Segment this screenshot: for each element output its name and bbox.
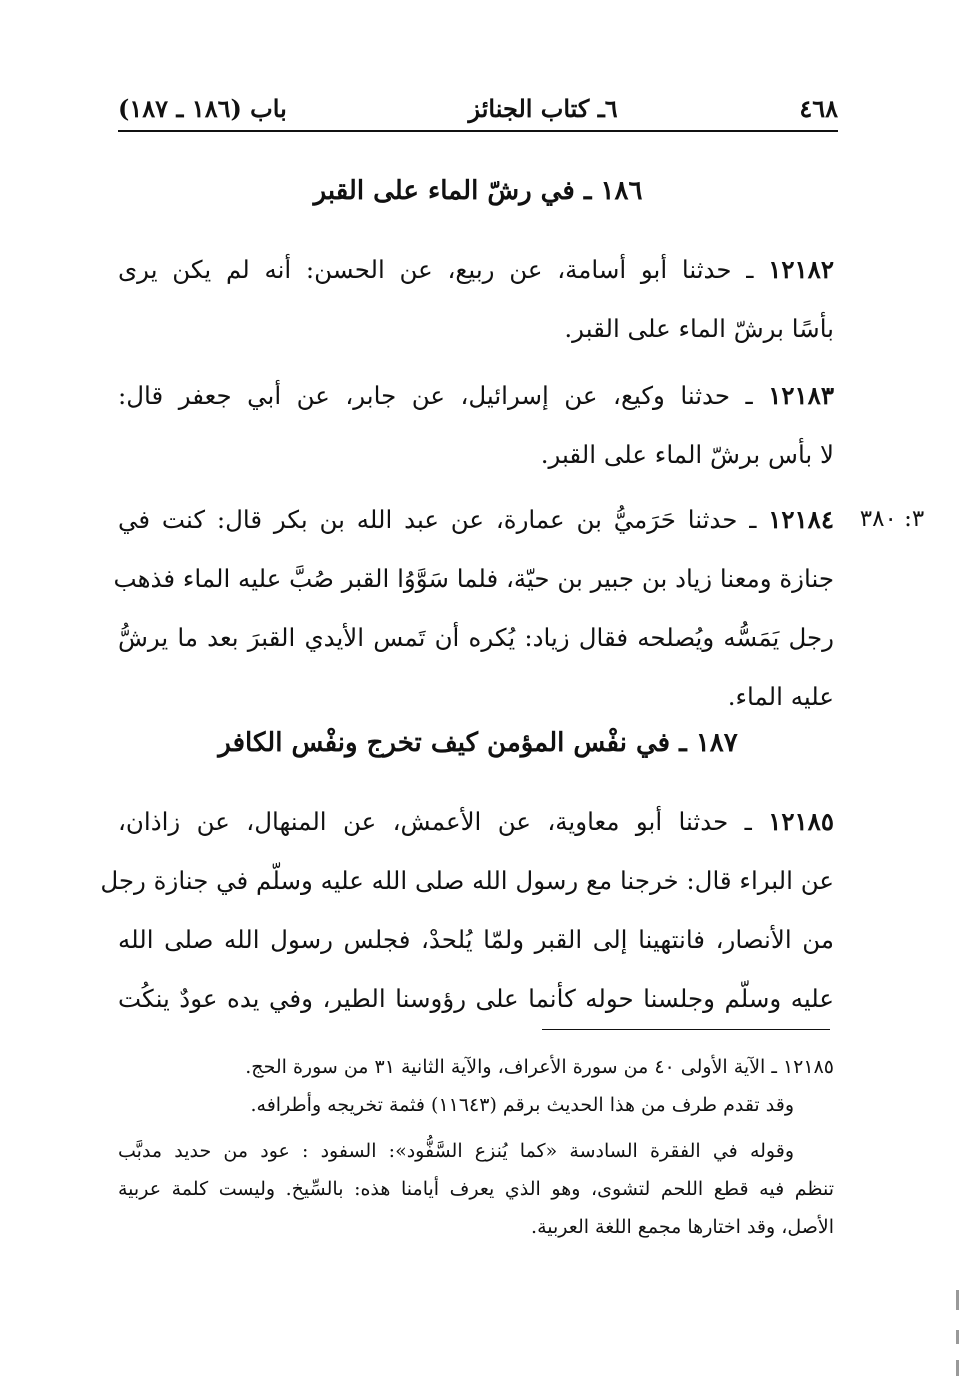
hadith-12184 — [113, 490, 834, 726]
footnote-line: تنظم فيه قطع اللحم لتشوى، وهو الذي يعرف أيامنا هذه: بالسِّيخ. وليست كلمة عربية — [118, 1178, 834, 1200]
section-title-187: ١٨٧ ـ في نفْس المؤمن كيف تخرج ونفْس الكافر — [218, 728, 738, 758]
hadith-line: ـ حدثنا وكيع، عن إسرائيل، عن جابر، عن أبي جعفر قال: — [118, 381, 753, 410]
hadith-line: بأسًا برشّ الماء على القبر. — [564, 314, 834, 343]
hadith-line: جنازة ومعنا زياد بن جبير بن حيّة، فلما سَوَّوُا القبر صُبَّ عليه الماء فذهب — [113, 564, 834, 593]
hadith-number: ١٢١٨٢ — [768, 255, 834, 284]
hadith-12185 — [100, 792, 834, 1028]
section-title-186: ١٨٦ ـ في رشّ الماء على القبر — [313, 176, 643, 206]
footnote-line: الأصل، وقد اختارها مجمع اللغة العربية. — [531, 1216, 834, 1238]
running-header — [118, 86, 838, 132]
footnotes — [118, 1048, 834, 1246]
footnote-line: ١٢١٨٥ ـ الآية الأولى ٤٠ من سورة الأعراف، والآية الثانية ٣١ من سورة الحج. — [245, 1056, 834, 1078]
footnote-line: وقوله في الفقرة السادسة «كما يُنزع السَّفُّود»: السفود : عود من حديد مدبَّب — [118, 1140, 794, 1162]
hadith-12183 — [118, 366, 834, 484]
book-title: ٦ـ كتاب الجنائز — [468, 93, 618, 123]
hadith-line: ـ حدثنا حَرَميُّ بن عمارة، عن عبد الله بن بكر قال: كنت في — [118, 505, 757, 534]
hadith-12182 — [118, 240, 834, 358]
hadith-number: ١٢١٨٤ — [768, 505, 834, 534]
footnote-line: وقد تقدم طرف من هذا الحديث برقم (١١٦٤٣) فثمة تخريجه وأطرافه. — [250, 1094, 794, 1116]
hadith-line: لا بأس برشّ الماء على القبر. — [540, 440, 834, 469]
hadith-number: ١٢١٨٣ — [768, 381, 834, 410]
chapter-range: باب (١٨٦ ـ ١٨٧) — [118, 93, 287, 123]
page-number: ٤٦٨ — [799, 93, 838, 123]
hadith-line: عليه الماء. — [727, 682, 834, 711]
hadith-line: عليه وسلّم وجلسنا حوله كأنما على رؤوسنا الطير، وفي يده عودٌ ينكُت — [118, 984, 834, 1013]
hadith-line: ـ حدثنا أبو معاوية، عن الأعمش، عن المنهال، عن زاذان، — [118, 807, 752, 836]
margin-reference: ٣: ٣٨٠ — [859, 506, 925, 532]
hadith-line: ـ حدثنا أبو أسامة، عن ربيع، عن الحسن: أنه لم يكن يرى — [118, 255, 754, 284]
hadith-line: رجل يَمَسُّه ويُصلحه فقال زياد: يُكره أن تَمس الأيدي القبرَ بعد ما يرشُّ — [118, 623, 834, 652]
hadith-number: ١٢١٨٥ — [768, 807, 834, 836]
hadith-line: من الأنصار، فانتهينا إلى القبر ولمّا يُلحدْ، فجلس رسول الله صلى الله — [118, 925, 834, 954]
footnote-divider — [542, 1029, 830, 1030]
hadith-line: عن البراء قال: خرجنا مع رسول الله صلى الله عليه وسلّم في جنازة رجل — [100, 866, 834, 895]
